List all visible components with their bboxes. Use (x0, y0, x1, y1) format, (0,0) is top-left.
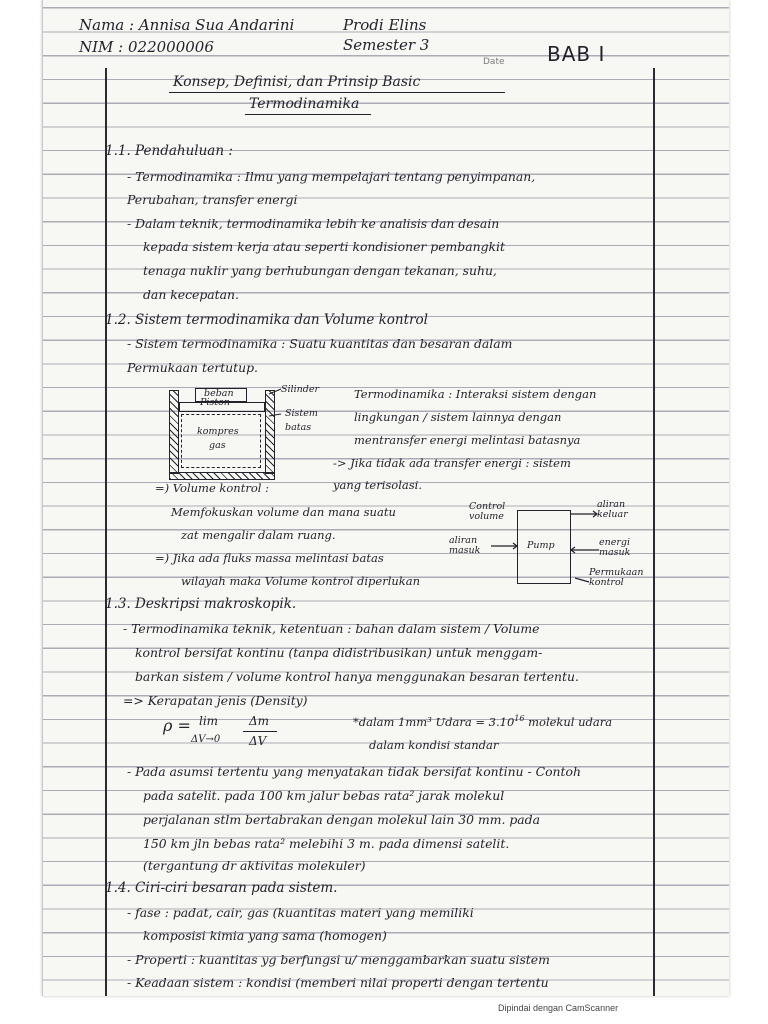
density-condition: dalam kondisi standar (369, 738, 499, 752)
inflow-label: aliran masuk (449, 535, 481, 556)
text-line: barkan sistem / volume kontrol hanya menggunakan besaran tertentu. (135, 669, 579, 684)
text-line: - Termodinamika teknik, ketentuan : bahan dalam sistem / Volume (123, 621, 540, 636)
gas-label-1: kompres (197, 426, 239, 437)
gas-label-2: gas (209, 440, 226, 451)
piston-label: Piston (200, 397, 230, 408)
pump-arrows (449, 500, 649, 595)
text-line: - Properti : kuantitas yg berfungsi u/ menggambarkan suatu sistem (127, 952, 550, 967)
section-1-4-heading: 1.4. Ciri-ciri besaran pada sistem. (105, 880, 338, 896)
date-label: Date (483, 57, 505, 67)
right-margin-line (653, 68, 655, 996)
density-note: *dalam 1mm³ Udara = $3.10^{16}$ molekul udara (353, 714, 613, 729)
outflow-label: aliran keluar (597, 499, 628, 520)
diagram-note: Termodinamika : Interaksi sistem dengan (354, 387, 597, 401)
energy-in-label: energi masuk (599, 537, 631, 558)
fraction-denominator: ΔV (249, 734, 267, 748)
piston (179, 397, 265, 412)
section-1-3-heading: 1.3. Deskripsi makroskopik. (105, 596, 297, 612)
text-line: - Termodinamika : Ilmu yang mempelajari tentang penyimpanan, (127, 169, 536, 184)
notebook-page (42, 0, 729, 996)
text-line: Permukaan tertutup. (127, 360, 258, 375)
volume-control-heading: =) Volume kontrol : (155, 481, 269, 495)
text-line: Perubahan, transfer energi (127, 192, 298, 207)
diagram-note: mentransfer energi melintasi batasnya (354, 433, 581, 447)
text-line: kepada sistem kerja atau seperti kondisioner pembangkit (143, 239, 505, 254)
text-line: komposisi kimia yang sama (homogen) (143, 928, 387, 943)
pump-label: Pump (527, 540, 555, 551)
text-line: - Dalam teknik, termodinamika lebih ke analisis dan desain (127, 216, 500, 231)
text-line: - Keadaan sistem : kondisi (memberi nilai properti dengan tertentu (127, 975, 549, 990)
diagram-note: -> Jika tidak ada transfer energi : sistem (333, 456, 571, 470)
diagram-note: lingkungan / sistem lainnya dengan (354, 410, 562, 424)
study-program: Prodi Elins (343, 16, 427, 34)
limit-subscript: ΔV→0 (191, 734, 221, 745)
chapter-title: BAB I (547, 42, 606, 66)
student-name: Nama : Annisa Sua Andarini (79, 16, 295, 34)
control-surface-label: Permukaan kontrol (589, 567, 644, 588)
control-volume-label: Control volume (469, 501, 506, 522)
cylinder-diagram (169, 384, 349, 479)
text-line: zat mengalir dalam ruang. (181, 528, 336, 542)
student-nim: NIM : 022000006 (79, 38, 214, 56)
section-1-2-heading: 1.2. Sistem termodinamika dan Volume kontrol (105, 312, 428, 328)
text-line: => Kerapatan jenis (Density) (123, 693, 308, 708)
cylinder-base (169, 472, 275, 480)
diagram-note: yang terisolasi. (333, 478, 422, 492)
title-line-1: Konsep, Definisi, dan Prinsip Basic (173, 74, 421, 90)
fraction-numerator: Δm (249, 714, 270, 728)
title-underline-2 (245, 114, 371, 115)
limit-symbol: lim (199, 714, 219, 728)
scanner-watermark: Dipindai dengan CamScanner (498, 1003, 619, 1013)
text-line: - Sistem termodinamika : Suatu kuantitas dan besaran dalam (127, 336, 513, 351)
system-label: Sistem (285, 408, 318, 419)
text-line: tenaga nuklir yang berhubungan dengan tekanan, suhu, (143, 263, 497, 278)
text-line: pada satelit. pada 100 km jalur bebas rata² jarak molekul (143, 788, 505, 803)
label-arrows (267, 384, 287, 424)
density-formula (163, 712, 653, 756)
left-margin-line (105, 68, 107, 996)
density-rho: ρ = (163, 716, 191, 735)
pump-diagram (449, 500, 649, 595)
text-line: 150 km jln bebas rata² melebihi 3 m. pada dimensi satelit. (143, 836, 510, 851)
text-line: - Pada asumsi tertentu yang menyatakan tidak bersifat kontinu - Contoh (127, 764, 581, 779)
text-line: (tergantung dr aktivitas molekuler) (143, 858, 366, 873)
title-line-2: Termodinamika (249, 96, 360, 112)
text-line: dan kecepatan. (143, 287, 239, 302)
load-label: beban (204, 388, 234, 399)
fraction-bar (243, 731, 277, 732)
title-underline-1 (169, 92, 505, 93)
page-header (43, 8, 729, 68)
cylinder-label: Silinder (281, 384, 319, 395)
boundary-label: batas (285, 422, 312, 433)
text-line: wilayah maka Volume kontrol diperlukan (181, 574, 421, 588)
semester: Semester 3 (343, 36, 430, 54)
text-line: - fase : padat, cair, gas (kuantitas materi yang memiliki (127, 905, 474, 920)
text-line: perjalanan stlm bertabrakan dengan molekul lain 30 mm. pada (143, 812, 540, 827)
cylinder-left-wall (169, 390, 179, 474)
text-line: kontrol bersifat kontinu (tanpa didistribusikan) untuk menggam- (135, 645, 543, 660)
section-1-1-heading: 1.1. Pendahuluan : (105, 143, 233, 159)
text-line: Memfokuskan volume dan mana suatu (171, 505, 396, 519)
text-line: =) Jika ada fluks massa melintasi batas (155, 551, 384, 565)
